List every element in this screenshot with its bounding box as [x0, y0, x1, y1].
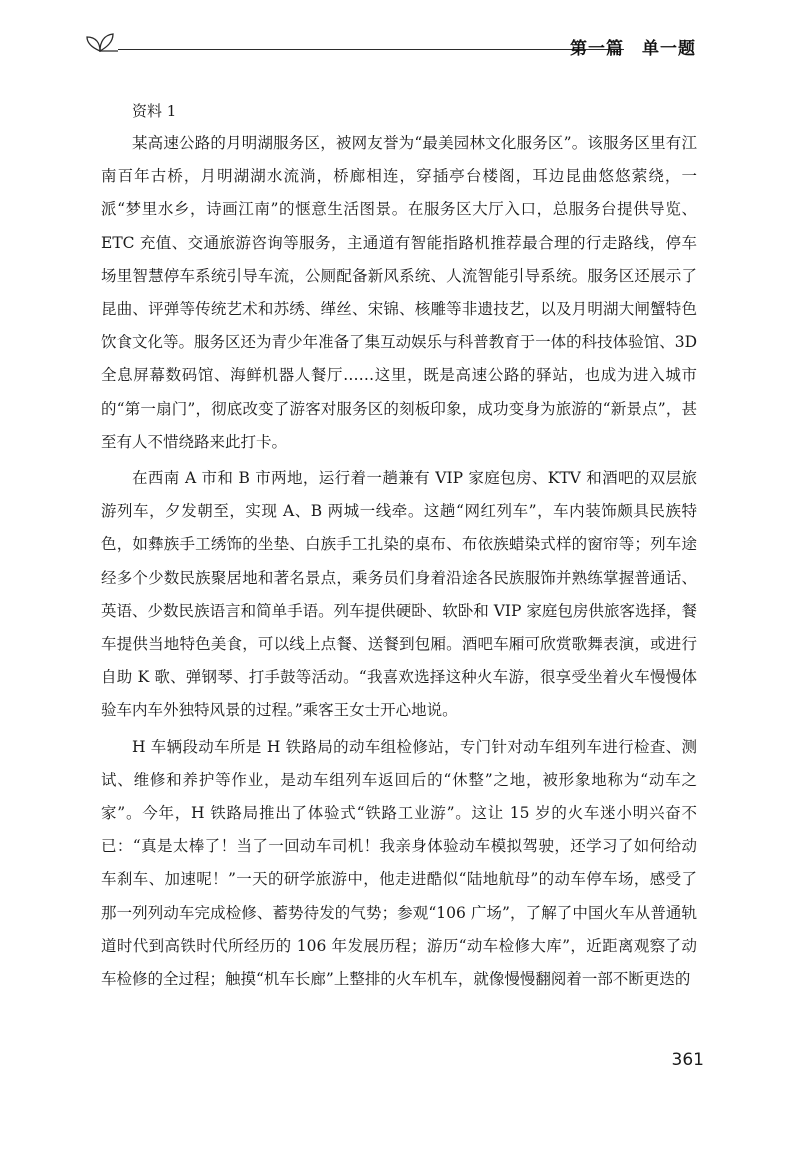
main-content	[101, 96, 697, 999]
page-number: 361	[671, 1050, 704, 1070]
page-header	[84, 26, 696, 62]
paragraph-service-area: 某高速公路的月明湖服务区，被网友誉为“最美园林文化服务区”。该服务区里有江南百年古桥，月明湖湖水流淌，桥廊相连，穿插亭台楼阁，耳边昆曲悠悠萦绕，一派“梦里水乡，诗画江南”的惬意生活图景。在服务区大厅入口，总服务台提供导览、ETC 充值、交通旅游咨询等服务，主通道有智能指路机推荐最合理的行走路线，停车场里智慧停车系统引导车流，公厕配备新风系统、人流智能引导系统。服务区还展示了昆曲、评弹等传统艺术和苏绣、缂丝、宋锦、核雕等非遗技艺，以及月明湖大闸蟹特色饮食文化等。服务区还为青少年准备了集互动娱乐与科普教育于一体的科技体验馆、3D 全息屏幕数码馆、海鲜机器人餐厅……这里，既是高速公路的驿站，也成为进入城市的“第一扇门”，彻底改变了游客对服务区的刻板印象，成功变身为旅游的“新景点”，甚至有人不惜绕路来此打卡。	[101, 134, 697, 451]
paragraph-railway-industrial-tour: H 车辆段动车所是 H 铁路局的动车组检修站，专门针对动车组列车进行检查、测试、维修和养护等作业，是动车组列车返回后的“休整”之地，被形象地称为“动车之家”。今年，H 铁路局推出了体验式“铁路工业游”。这让 15 岁的火车迷小明兴奋不已：“真是太棒了！当了一回动车司机！我亲身体验动车模拟驾驶，还学习了如何给动车刹车、加速呢！”一天的研学旅游中，他走进酷似“陆地航母”的动车停车场，感受了那一列列动车完成检修、蓄势待发的气势；参观“106 广场”，了解了中国火车从普通轨道时代到高铁时代所经历的 106 年发展历程；游历“动车检修大库”，近距离观察了动车检修的全过程；触摸“机车长廊”上整排的火车机车，就像慢慢翻阅着一部不断更迭的	[101, 737, 697, 989]
leaf-sprout-icon	[84, 30, 118, 54]
paragraph-tourist-train: 在西南 A 市和 B 市两地，运行着一趟兼有 VIP 家庭包房、KTV 和酒吧的双层旅游列车，夕发朝至，实现 A、B 两城一线牵。这趟“网红列车”，车内装饰颇具民族特色，如彝族手工绣饰的坐垫、白族手工扎染的桌布、布依族蜡染式样的窗帘等；列车途经多个少数民族聚居地和著名景点，乘务员们身着沿途各民族服饰并熟练掌握普通话、英语、少数民族语言和简单手语。列车提供硬卧、软卧和 VIP 家庭包房供旅客选择，餐车提供当地特色美食，可以线上点餐、送餐到包厢。酒吧车厢可欣赏歌舞表演，或进行自助 K 歌、弹钢琴、打手鼓等活动。“我喜欢选择这种火车游，很享受坐着火车慢慢体验车内车外独特风景的过程。”乘客王女士开心地说。	[101, 469, 697, 720]
header-title: 第一篇 单一题	[570, 39, 696, 59]
header-divider-line	[118, 49, 624, 50]
section-label: 资料 1	[132, 102, 177, 120]
